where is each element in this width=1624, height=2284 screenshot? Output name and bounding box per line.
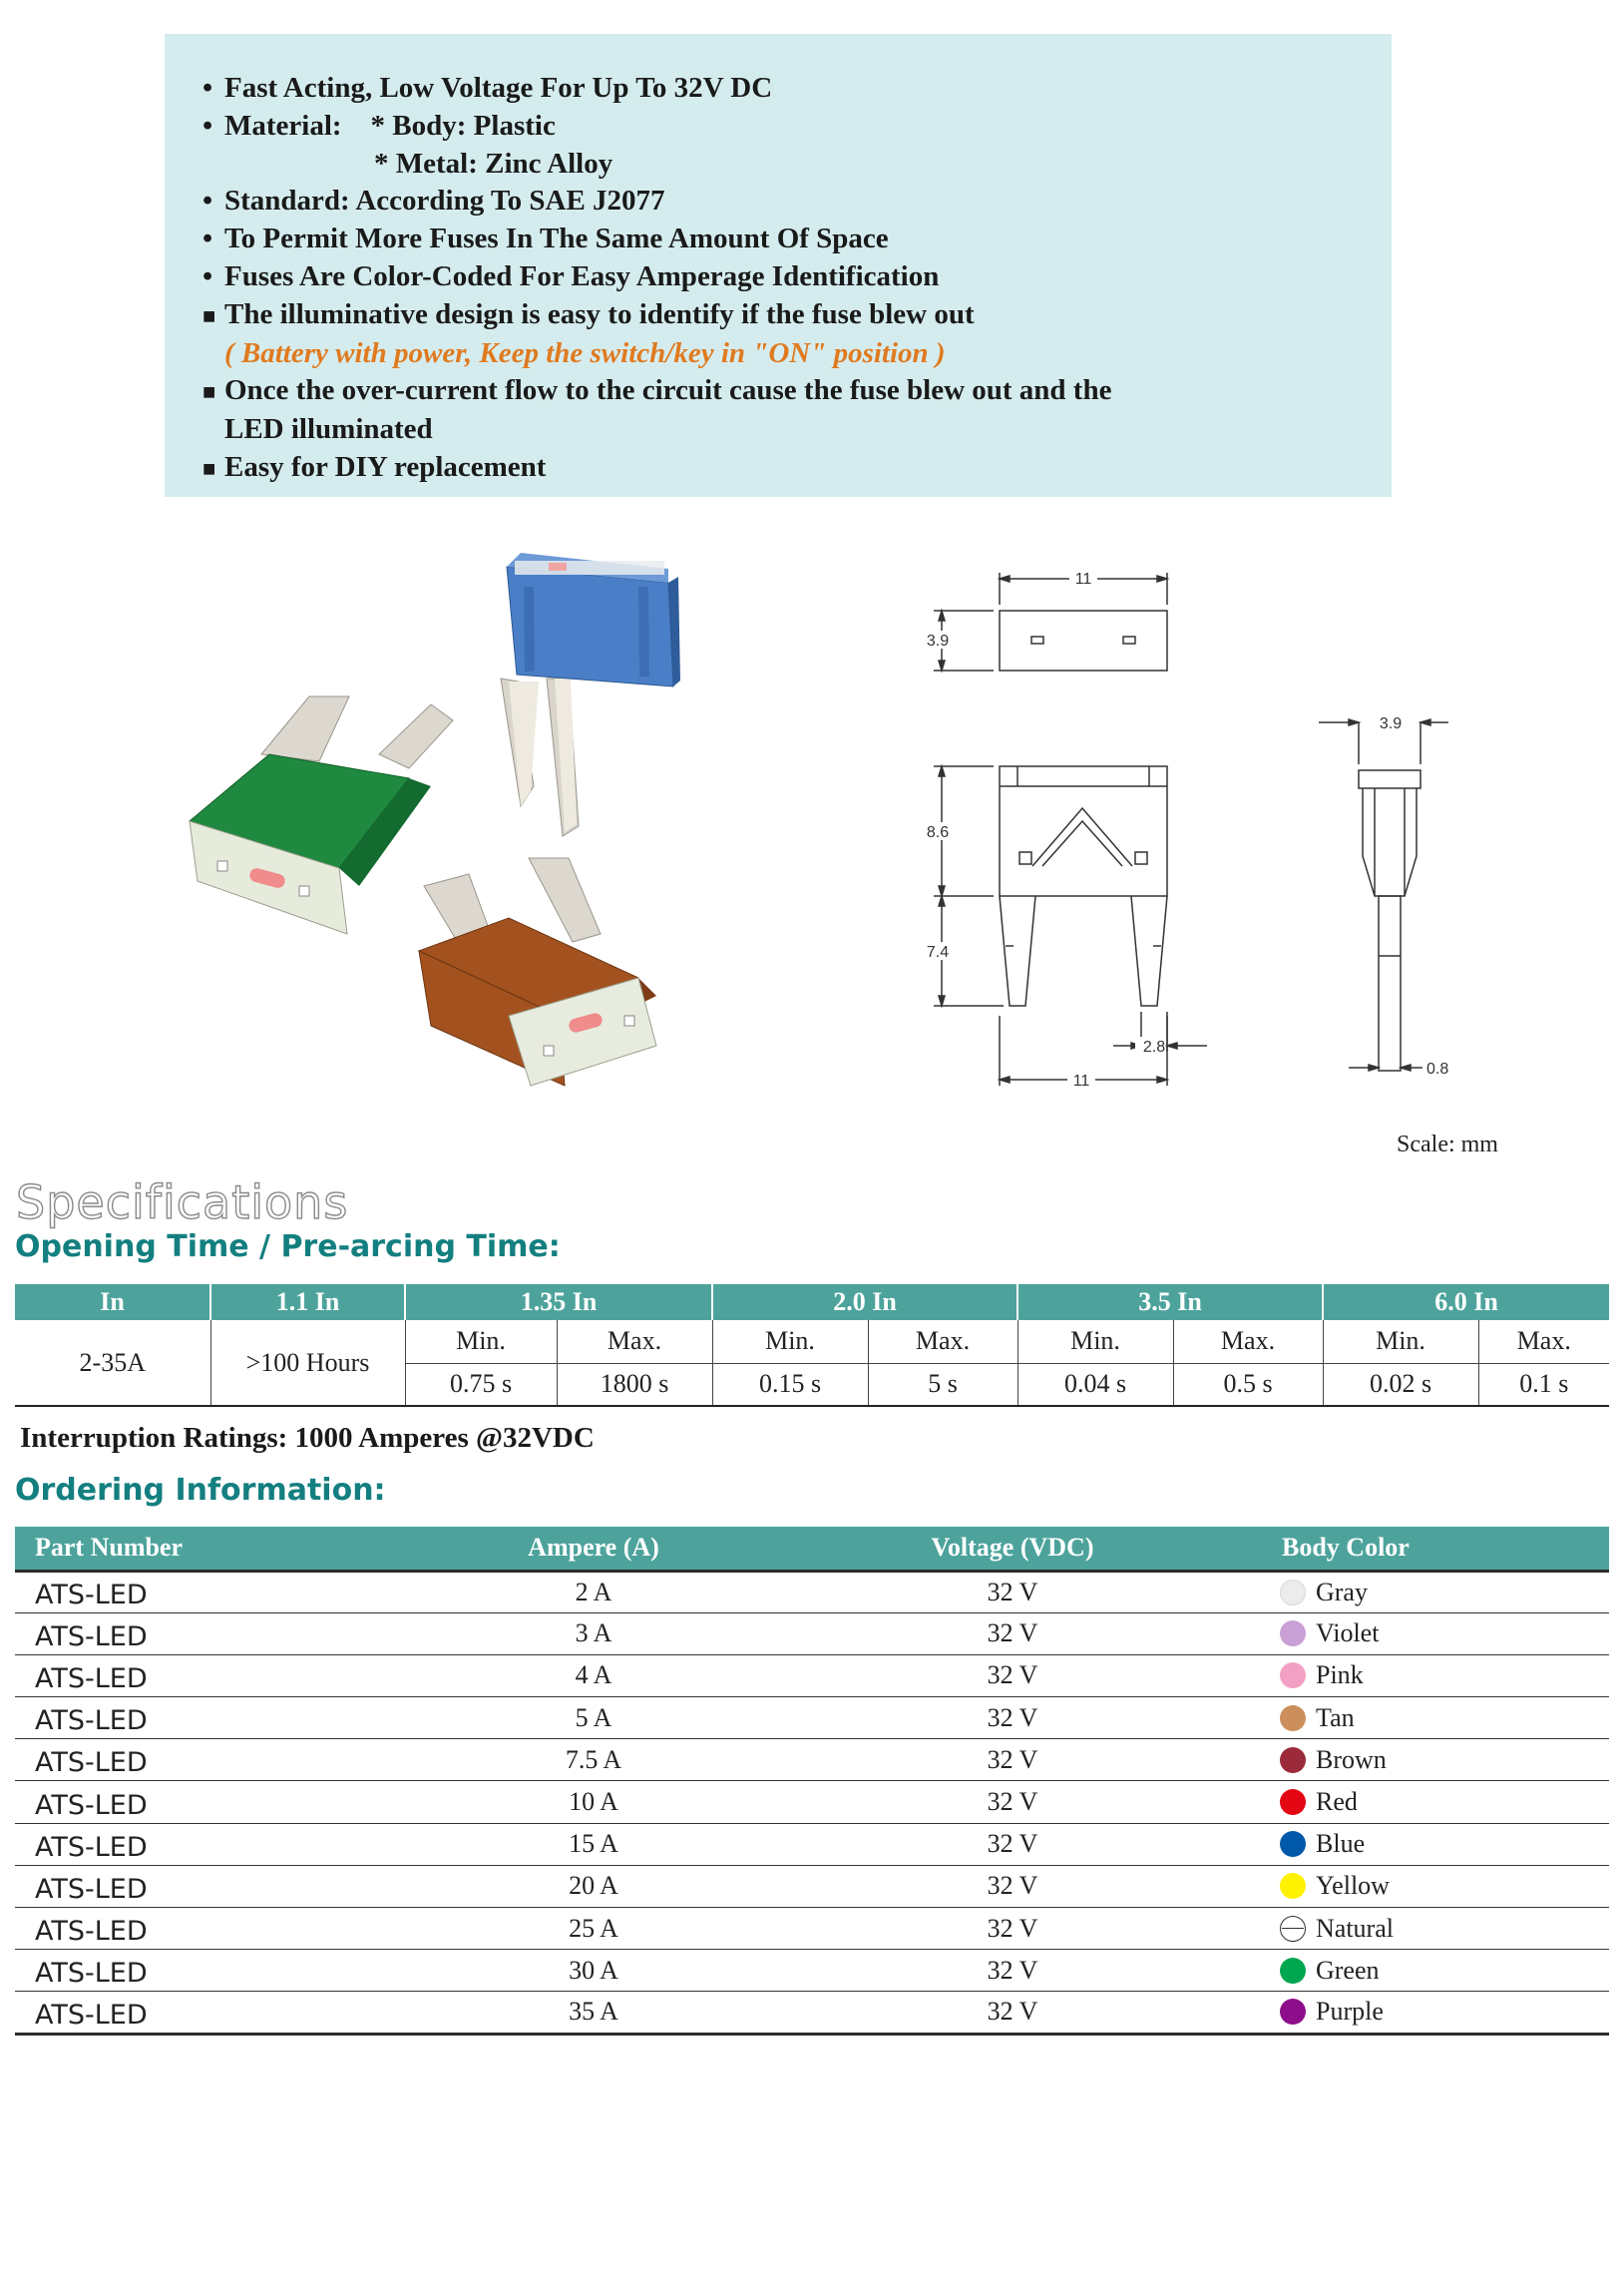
part-number-cell: ATS-LED xyxy=(15,1823,384,1865)
body-color-cell xyxy=(1222,1950,1609,1992)
features-box xyxy=(165,34,1392,497)
color-swatch-icon xyxy=(1280,1916,1306,1942)
part-number-cell: ATS-LED xyxy=(15,1612,384,1654)
ampere-cell: 25 A xyxy=(384,1908,803,1950)
table-row xyxy=(15,1865,1609,1907)
table-row xyxy=(15,1654,1609,1696)
color-swatch-icon xyxy=(1280,1580,1306,1605)
body-color-cell xyxy=(1222,1908,1609,1950)
interruption-rating: Interruption Ratings: 1000 Amperes @32VDC xyxy=(20,1422,595,1454)
dimension-drawing xyxy=(918,547,1496,1106)
ampere-cell: 2 A xyxy=(384,1571,803,1612)
min-value: 0.02 s xyxy=(1323,1363,1478,1406)
part-number-cell: ATS-LED xyxy=(15,1781,384,1823)
body-color-label: Green xyxy=(1316,1955,1380,1985)
col-header-part-number: Part Number xyxy=(15,1527,384,1571)
dim-side-width: 3.9 xyxy=(1379,715,1403,732)
body-color-cell xyxy=(1222,1654,1609,1696)
max-label: Max. xyxy=(557,1320,712,1363)
table-row xyxy=(15,1908,1609,1950)
col-header-voltage: Voltage (VDC) xyxy=(803,1527,1222,1571)
max-value: 1800 s xyxy=(557,1363,712,1406)
col-header-ampere: Ampere (A) xyxy=(384,1527,803,1571)
color-swatch-icon xyxy=(1280,1620,1306,1646)
col-header-in: In xyxy=(15,1284,210,1320)
voltage-cell: 32 V xyxy=(803,1823,1222,1865)
part-number-cell: ATS-LED xyxy=(15,1865,384,1907)
body-color-label: Blue xyxy=(1316,1829,1366,1859)
body-color-label: Purple xyxy=(1316,1997,1384,2027)
voltage-cell: 32 V xyxy=(803,1781,1222,1823)
color-swatch-icon xyxy=(1280,1958,1306,1984)
feature-line: ■ Once the over-current flow to the circuit cause the fuse blew out and the xyxy=(203,374,1112,407)
dim-bottom-width: 11 xyxy=(1072,1073,1090,1090)
ampere-cell: 4 A xyxy=(384,1654,803,1696)
feature-line: • Fast Acting, Low Voltage For Up To 32V DC xyxy=(203,72,773,104)
blue-fuse-image xyxy=(501,553,680,836)
color-swatch-icon xyxy=(1280,1662,1306,1688)
voltage-cell: 32 V xyxy=(803,1739,1222,1781)
table-row xyxy=(15,1823,1609,1865)
opening-time-heading: Opening Time / Pre-arcing Time: xyxy=(15,1229,561,1264)
ordering-header-row xyxy=(15,1527,1609,1571)
col-header-3-5: 3.5 In xyxy=(1017,1284,1323,1320)
feature-note: ( Battery with power, Keep the switch/key in "ON" position ) xyxy=(224,336,946,369)
voltage-cell: 32 V xyxy=(803,1992,1222,2034)
body-color-cell xyxy=(1222,1992,1609,2034)
table-row xyxy=(15,1992,1609,2034)
ampere-cell: 10 A xyxy=(384,1781,803,1823)
table-row xyxy=(15,1781,1609,1823)
opening-time-header-row xyxy=(15,1284,1609,1320)
body-color-cell xyxy=(1222,1571,1609,1612)
voltage-cell: 32 V xyxy=(803,1950,1222,1992)
voltage-cell: 32 V xyxy=(803,1612,1222,1654)
brown-fuse-image xyxy=(419,858,656,1086)
body-color-cell xyxy=(1222,1781,1609,1823)
feature-line: • To Permit More Fuses In The Same Amount Of Space xyxy=(203,223,889,255)
body-color-cell xyxy=(1222,1697,1609,1739)
max-value: 0.1 s xyxy=(1478,1363,1609,1406)
col-header-1-35: 1.35 In xyxy=(405,1284,712,1320)
dim-blade-height: 7.4 xyxy=(926,944,950,961)
ampere-cell: 15 A xyxy=(384,1823,803,1865)
specifications-heading: Specifications xyxy=(16,1175,349,1229)
body-color-label: Brown xyxy=(1316,1744,1387,1774)
feature-line: LED illuminated xyxy=(224,413,433,446)
opening-time-label-row xyxy=(15,1320,1609,1363)
ordering-heading: Ordering Information: xyxy=(15,1473,386,1508)
body-color-label: Gray xyxy=(1316,1577,1368,1606)
min-value: 0.15 s xyxy=(712,1363,868,1406)
min-value: 0.04 s xyxy=(1017,1363,1173,1406)
feature-line: • Standard: According To SAE J2077 xyxy=(203,185,665,218)
col-header-body-color: Body Color xyxy=(1222,1527,1609,1571)
ampere-cell: 30 A xyxy=(384,1950,803,1992)
feature-line: ■ Easy for DIY replacement xyxy=(203,450,547,483)
table-row xyxy=(15,1571,1609,1612)
table-row xyxy=(15,1697,1609,1739)
body-color-cell xyxy=(1222,1739,1609,1781)
max-label: Max. xyxy=(868,1320,1017,1363)
table-row xyxy=(15,1950,1609,1992)
hours-cell: >100 Hours xyxy=(210,1320,405,1406)
voltage-cell: 32 V xyxy=(803,1654,1222,1696)
part-number-cell: ATS-LED xyxy=(15,1908,384,1950)
body-color-label: Tan xyxy=(1316,1702,1355,1732)
ordering-table xyxy=(15,1527,1609,2036)
dim-body-height: 8.6 xyxy=(926,824,950,841)
color-swatch-icon xyxy=(1280,1999,1306,2025)
part-number-cell: ATS-LED xyxy=(15,1992,384,2034)
feature-line: • Material: * Body: Plastic xyxy=(203,109,556,142)
col-header-2-0: 2.0 In xyxy=(712,1284,1017,1320)
part-number-cell: ATS-LED xyxy=(15,1571,384,1612)
dim-top-height: 3.9 xyxy=(926,633,950,650)
dim-blade-width: 2.8 xyxy=(1142,1039,1166,1056)
feature-line: ■ The illuminative design is easy to identify if the fuse blew out xyxy=(203,297,975,330)
ampere-cell: 20 A xyxy=(384,1865,803,1907)
opening-time-table xyxy=(15,1284,1609,1407)
body-color-cell xyxy=(1222,1865,1609,1907)
max-label: Max. xyxy=(1478,1320,1609,1363)
voltage-cell: 32 V xyxy=(803,1865,1222,1907)
color-swatch-icon xyxy=(1280,1747,1306,1773)
ampere-cell: 3 A xyxy=(384,1612,803,1654)
max-value: 0.5 s xyxy=(1173,1363,1323,1406)
color-swatch-icon xyxy=(1280,1789,1306,1815)
ampere-cell: 35 A xyxy=(384,1992,803,2034)
table-row xyxy=(15,1612,1609,1654)
col-header-6-0: 6.0 In xyxy=(1323,1284,1609,1320)
color-swatch-icon xyxy=(1280,1831,1306,1857)
body-color-label: Pink xyxy=(1316,1660,1364,1690)
ampere-cell: 7.5 A xyxy=(384,1739,803,1781)
part-number-cell: ATS-LED xyxy=(15,1654,384,1696)
rating-cell: 2-35A xyxy=(15,1320,210,1406)
table-row xyxy=(15,1739,1609,1781)
max-label: Max. xyxy=(1173,1320,1323,1363)
min-label: Min. xyxy=(712,1320,868,1363)
part-number-cell: ATS-LED xyxy=(15,1697,384,1739)
green-fuse-image xyxy=(190,696,453,934)
body-color-label: Yellow xyxy=(1316,1871,1390,1901)
voltage-cell: 32 V xyxy=(803,1697,1222,1739)
body-color-label: Natural xyxy=(1316,1913,1394,1943)
color-swatch-icon xyxy=(1280,1705,1306,1731)
part-number-cell: ATS-LED xyxy=(15,1950,384,1992)
min-value: 0.75 s xyxy=(405,1363,557,1406)
part-number-cell: ATS-LED xyxy=(15,1739,384,1781)
feature-line: • Fuses Are Color-Coded For Easy Amperage Identification xyxy=(203,259,940,292)
voltage-cell: 32 V xyxy=(803,1571,1222,1612)
body-color-label: Violet xyxy=(1316,1618,1380,1648)
min-label: Min. xyxy=(1017,1320,1173,1363)
scale-note: Scale: mm xyxy=(1397,1132,1498,1157)
min-label: Min. xyxy=(1323,1320,1478,1363)
col-header-1-1: 1.1 In xyxy=(210,1284,405,1320)
body-color-cell xyxy=(1222,1612,1609,1654)
body-color-label: Red xyxy=(1316,1787,1358,1817)
max-value: 5 s xyxy=(868,1363,1017,1406)
fuse-product-illustration xyxy=(170,547,728,1094)
feature-line: * Metal: Zinc Alloy xyxy=(374,147,613,180)
dim-top-width: 11 xyxy=(1074,571,1092,588)
ampere-cell: 5 A xyxy=(384,1697,803,1739)
dim-blade-thickness: 0.8 xyxy=(1426,1061,1449,1078)
voltage-cell: 32 V xyxy=(803,1908,1222,1950)
min-label: Min. xyxy=(405,1320,557,1363)
body-color-cell xyxy=(1222,1823,1609,1865)
color-swatch-icon xyxy=(1280,1873,1306,1899)
